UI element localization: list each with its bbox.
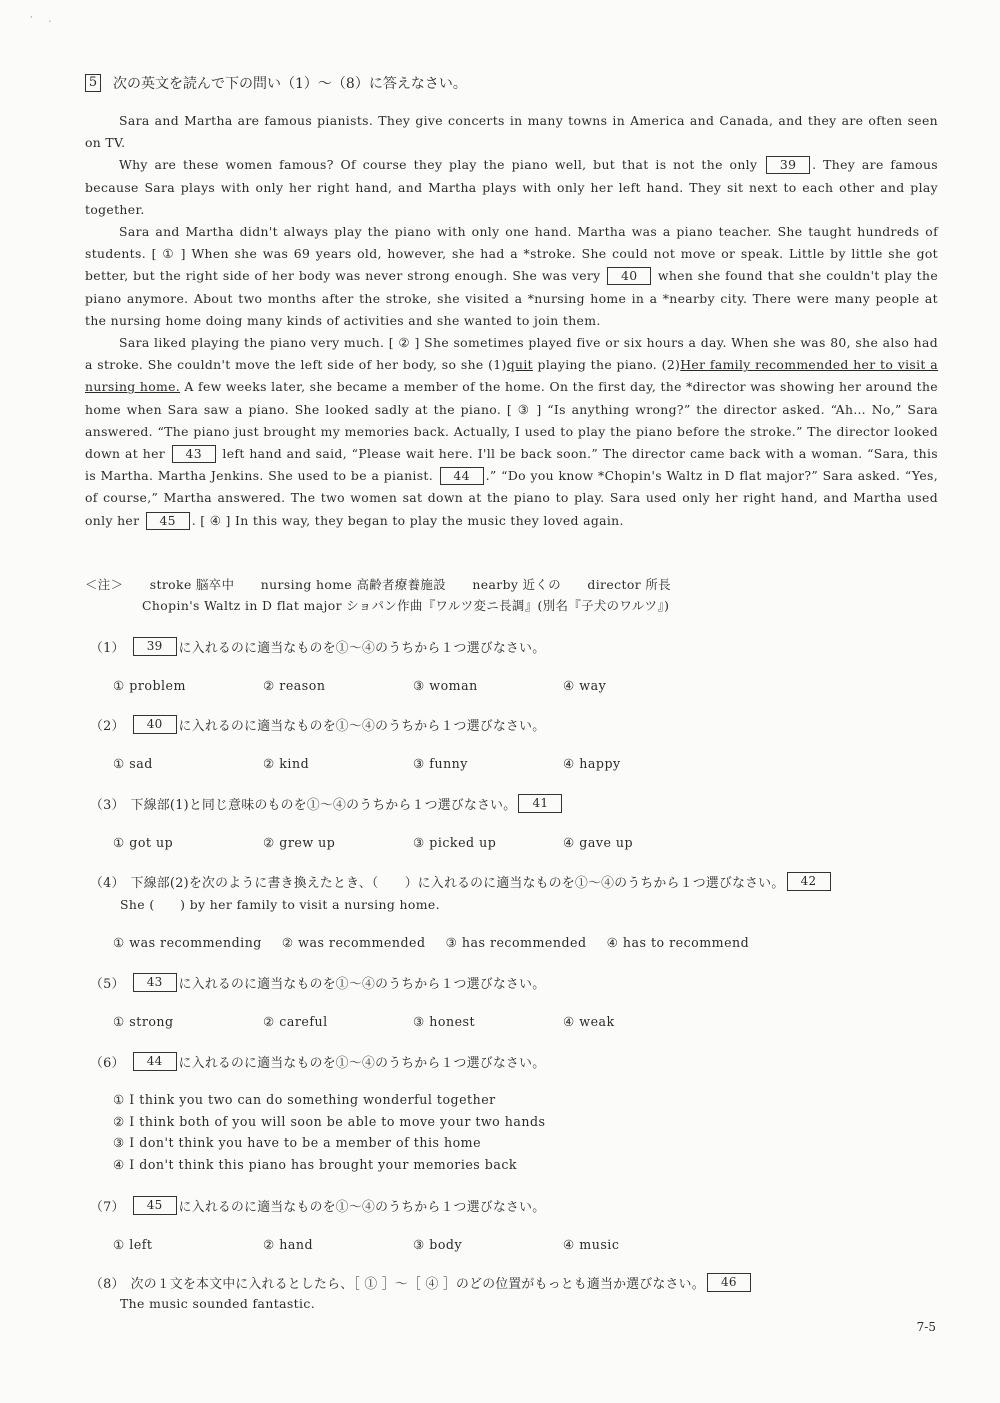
section-number: 5 [85,74,101,92]
note-item: nearby 近くの [472,577,562,592]
page-number: 7-5 [916,1320,936,1334]
paragraph-3: Sara and Martha didn't always play the piano with only one hand. Martha was a piano teacher. She taught hundreds of students. [ ① ] When she was 69 years old, however, she had a *stroke. She could not move or speak. Little by little she got better, but the right side of her body was never strong enough. She was very 40 when she found that she couldn't play the piano anymore. About two months after the stroke, she visited a *nursing home in a *nearby city. There were many people at the nursing home doing many kinds of activities and she wanted to join them. [85,224,939,328]
insert-sentence: The music sounded fantastic. [120,1296,316,1311]
question-box: 41 [518,794,562,813]
option[interactable]: ③ picked up [413,835,497,850]
question-3: （3） 下線部(1)と同じ意味のものを①～④のうちから１つ選びなさい。 41 [90,794,564,813]
option[interactable]: ③ I don't think you have to be a member of this home [113,1135,482,1151]
options-q2 [113,756,713,771]
question-box: 42 [787,872,831,891]
question-box: 44 [133,1052,177,1071]
paragraph-1: Sara and Martha are famous pianists. They give concerts in many towns in America and Canada, and they are often seen on TV. [85,113,938,151]
question-7: （7） 45 に入れるのに適当なものを①～④のうちから１つ選びなさい。 [90,1198,546,1215]
paragraph-4: Sara liked playing the piano very much. [ ② ] She sometimes played five or six hours a day. When she was 80, she also had a stroke. She couldn't move the left side of her body, so she (1)quit playing the piano. (2)Her family recommended her to visit a nursing home. A few weeks later, she became a member of the home. On the first day, the *director was showing her around the home when Sara saw a piano. She looked sadly at the piano. [ ③ ] “Is anything wrong?” the director asked. “Ah… No,” Sara answered. “The piano just brought my memories back. Actually, I used to play the piano before the stroke.” The director looked down at her 43 left hand and said, “Please wait here. I'll be back soon.” The director came back with a woman. “Sara, this is Martha. Martha Jenkins. She used to be a pianist. 44 .” “Do you know *Chopin's Waltz in D flat major?” Sara asked. “Yes, of course,” Martha answered. The two women sat down at the piano to play. Sara used only her right hand, and Martha used only her 45 . [ ④ ] In this way, they began to play the music they loved again. [85,335,939,528]
option[interactable]: ④ has to recommend [606,935,750,950]
underline-2: Her family recommended her to visit a nursing home. [85,357,939,395]
question-6: （6） 44 に入れるのに適当なものを①～④のうちから１つ選びなさい。 [90,1054,546,1071]
vocabulary-notes [85,574,693,616]
answer-box-43: 43 [172,445,216,463]
options-q4 [113,935,769,950]
option[interactable]: ③ funny [413,756,468,771]
note-item: nursing home 高齢者療養施設 [260,577,446,592]
option[interactable]: ③ body [413,1237,463,1252]
option[interactable]: ③ honest [413,1014,476,1029]
options-q1 [113,678,713,693]
question-8: （8） 次の１文を本文中に入れるとしたら、［ ① ］～［ ④ ］のどの位置がもっとも適当か選びなさい。 46 The music sounded fantastic. [90,1273,753,1311]
question-box: 40 [133,715,177,734]
options-q7 [113,1237,713,1252]
question-5: （5） 43 に入れるのに適当なものを①～④のうちから１つ選びなさい。 [90,975,546,992]
option[interactable]: ② I think both of you will soon be able to move your two hands [113,1113,546,1129]
answer-box-45: 45 [146,512,190,530]
answer-box-44: 44 [440,467,484,485]
option[interactable]: ④ way [563,678,607,693]
answer-box-40: 40 [607,267,651,285]
option[interactable]: ② careful [263,1014,328,1029]
paragraph-2: Why are these women famous? Of course they play the piano well, but that is not the only 39 . They are famous because Sara plays with only her right hand, and Martha plays with only her left hand. They sit next to each other and play together. [85,157,939,217]
question-1: （1） 39 に入れるのに適当なものを①～④のうちから１つ選びなさい。 [90,639,546,656]
option[interactable]: ① strong [113,1014,174,1029]
option[interactable]: ② reason [263,678,326,693]
scan-mark: · ˏ [30,13,52,22]
option[interactable]: ① left [113,1237,153,1252]
option[interactable]: ① sad [113,756,153,771]
option[interactable]: ④ music [563,1237,620,1252]
options-q5 [113,1014,713,1029]
option[interactable]: ② grew up [263,835,336,850]
option[interactable]: ④ weak [563,1014,615,1029]
option[interactable]: ② kind [263,756,310,771]
reading-passage [85,110,938,532]
section-instruction: 次の英文を読んで下の問い（1）～（8）に答えなさい。 [113,76,467,92]
option[interactable]: ③ woman [413,678,478,693]
option[interactable]: ① problem [113,678,186,693]
question-box: 39 [133,637,177,656]
option[interactable]: ④ gave up [563,835,634,850]
note-item: stroke 脳卒中 [149,577,235,592]
option[interactable]: ② hand [263,1237,314,1252]
options-q6 [113,1089,546,1175]
options-q3 [113,835,713,850]
option[interactable]: ① got up [113,835,174,850]
option[interactable]: ④ happy [563,756,621,771]
question-box: 43 [133,973,177,992]
option[interactable]: ② was recommended [281,935,426,950]
option[interactable]: ③ has recommended [445,935,587,950]
question-4: （4） 下線部(2)を次のように書き換えたとき、（ ）に入れるのに適当なものを①～④のうちから１つ選びなさい。 42 She ( ) by her family to visit a nursing home. [90,872,833,913]
question-box: 46 [707,1273,751,1292]
rewrite-sentence: She ( ) by her family to visit a nursing home. [120,897,440,912]
question-box: 45 [133,1196,177,1215]
option[interactable]: ① I think you two can do something wonderful together [113,1092,496,1107]
notes-label: ＜注＞ [85,577,124,592]
section-heading [85,73,467,93]
underline-1: quit [506,357,533,373]
option[interactable]: ① was recommending [113,935,262,950]
answer-box-39: 39 [766,156,810,174]
question-2: （2） 40 に入れるのに適当なものを①～④のうちから１つ選びなさい。 [90,717,546,734]
note-item: Chopin's Waltz in D flat major ショパン作曲『ワルツ変ニ長調』(別名『子犬のワルツ』) [142,598,670,613]
option[interactable]: ④ I don't think this piano has brought your memories back [113,1156,518,1172]
note-item: director 所長 [587,577,671,592]
